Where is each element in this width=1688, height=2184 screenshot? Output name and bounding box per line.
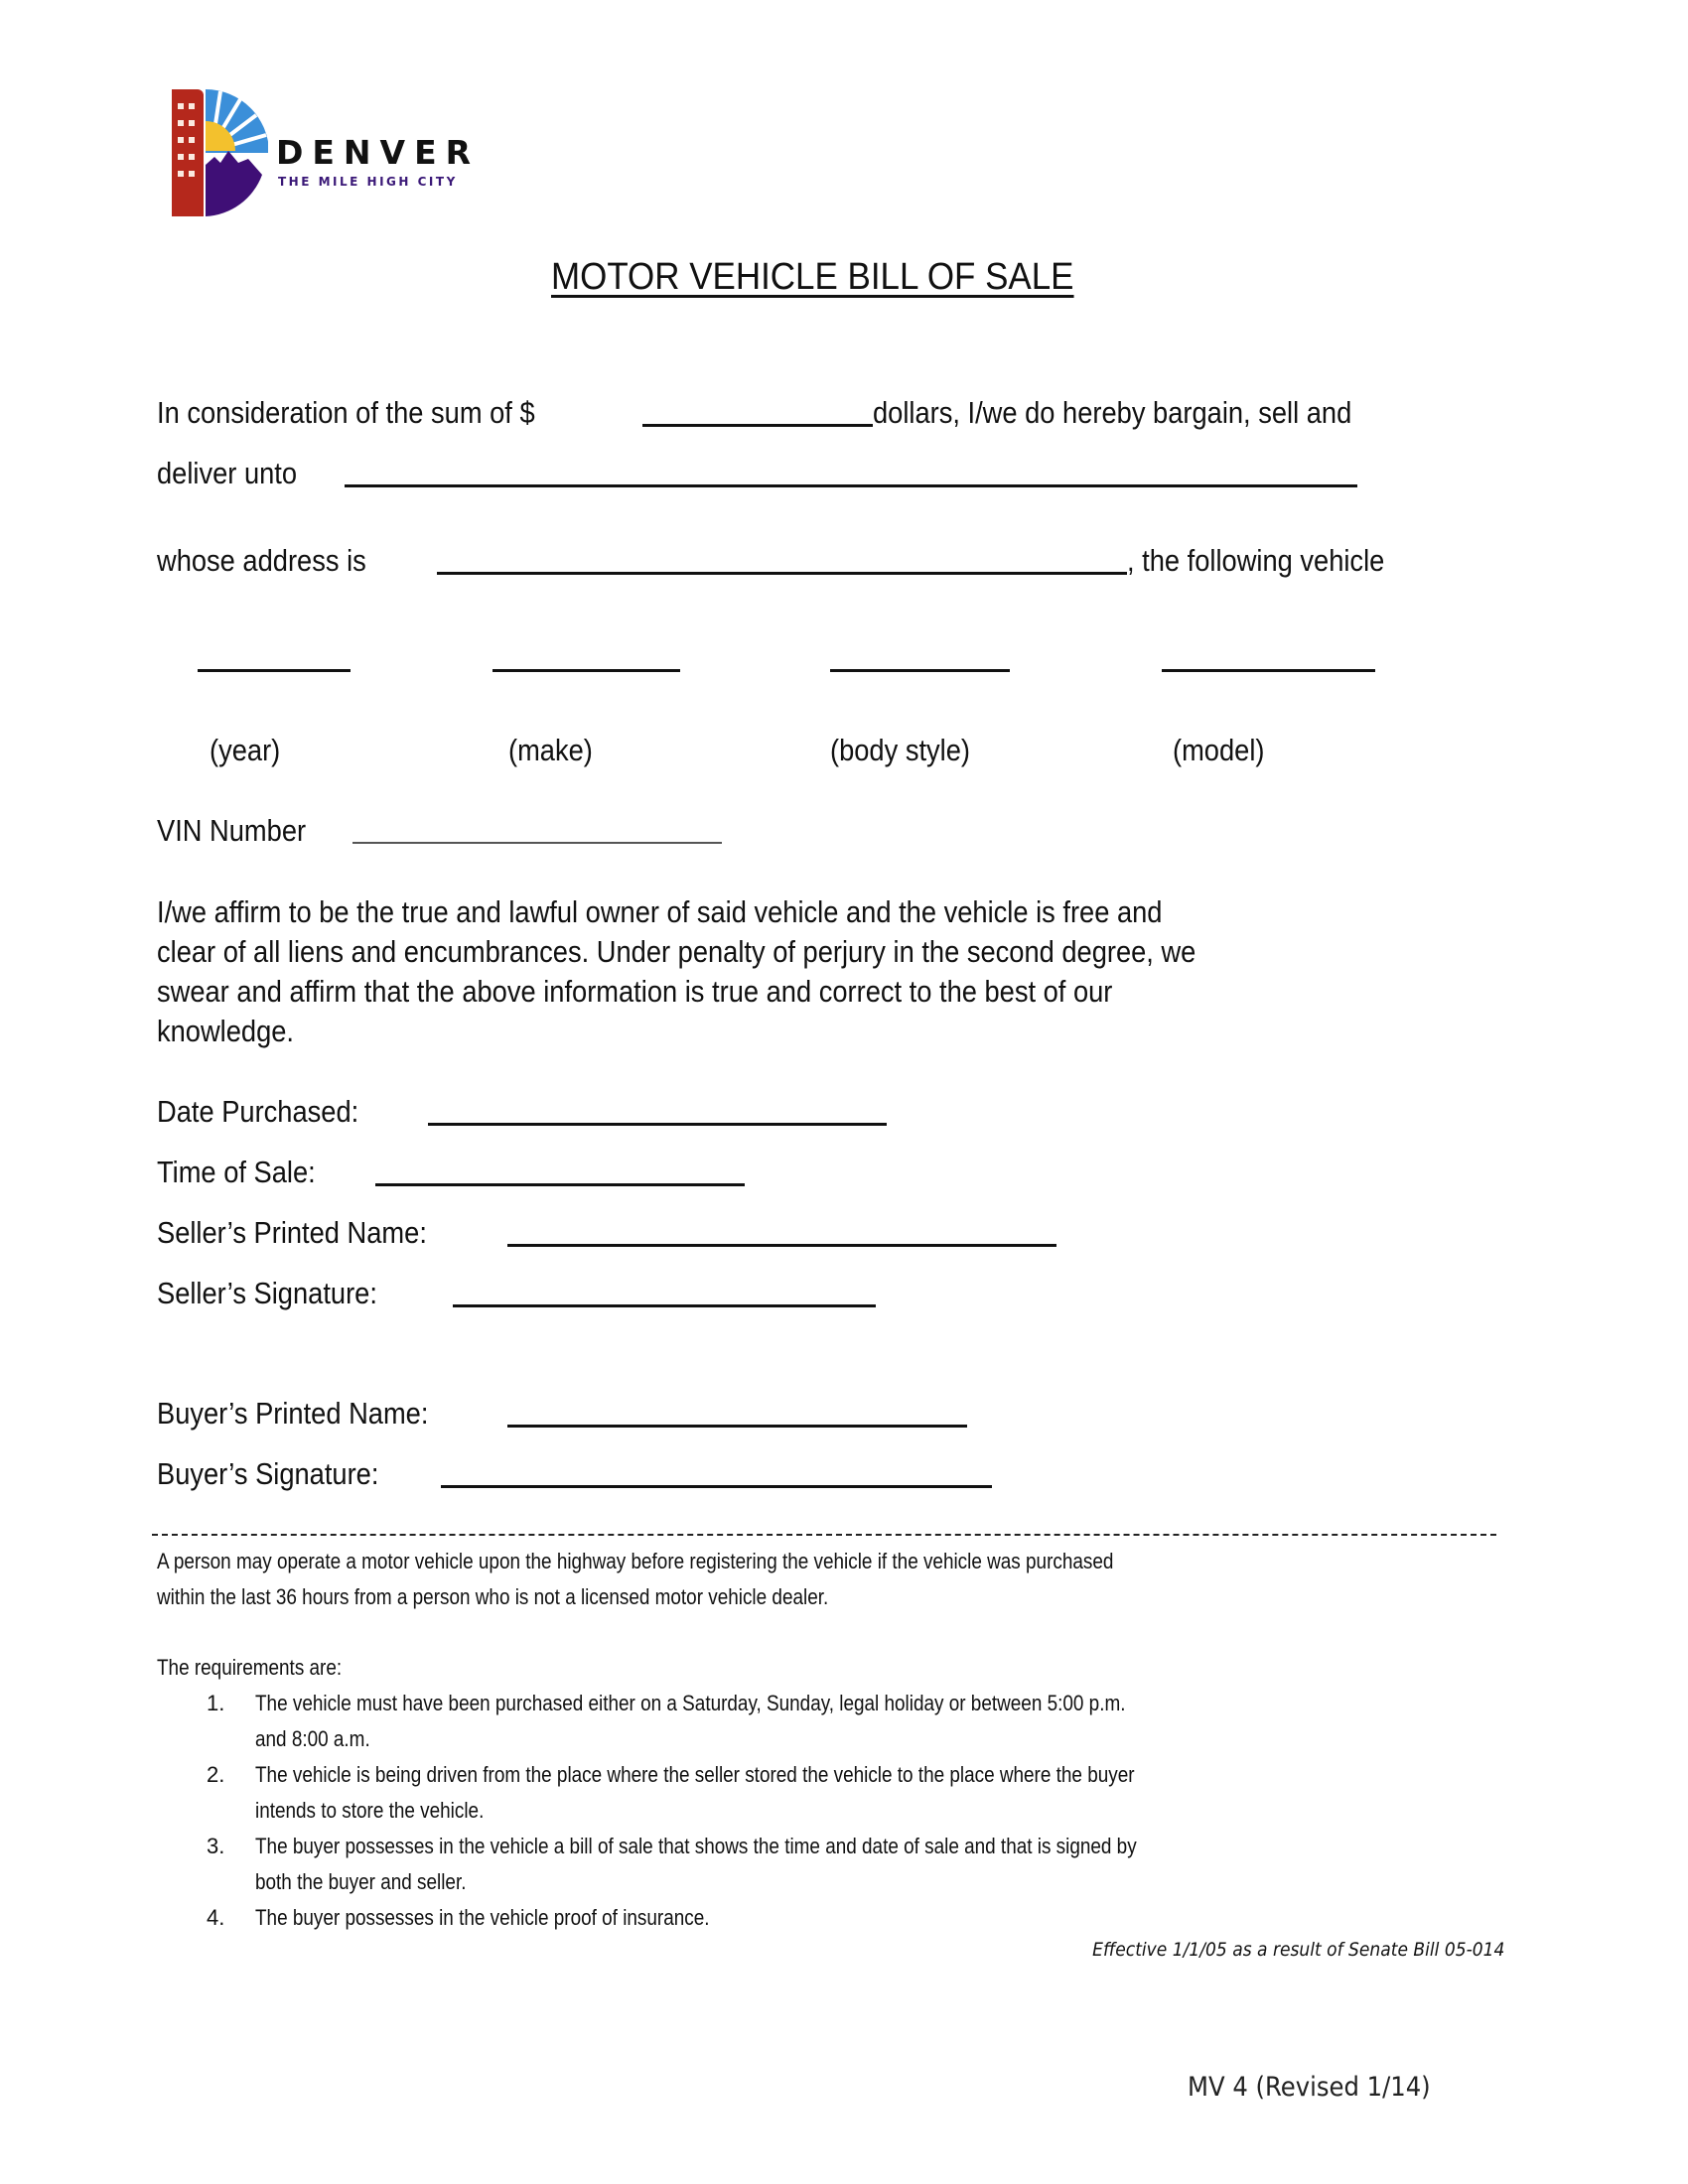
body-style-label: (body style) — [830, 733, 971, 767]
buyer-signature-label: Buyer’s Signature: — [157, 1456, 379, 1491]
buyer-printed-name-field[interactable] — [507, 1425, 967, 1428]
address-label: whose address is — [157, 543, 366, 578]
address-suffix: , the following vehicle — [1127, 543, 1385, 578]
year-label: (year) — [210, 733, 281, 767]
seller-printed-name-label: Seller’s Printed Name: — [157, 1215, 427, 1250]
effective-note: Effective 1/1/05 as a result of Senate Bill 05-014 — [1091, 1939, 1504, 1961]
model-label: (model) — [1173, 733, 1265, 767]
logo-tagline: THE MILE HIGH CITY — [278, 175, 458, 189]
requirement-2-line-2: intends to store the vehicle. — [255, 1798, 485, 1823]
form-number: MV 4 (Revised 1/14) — [1188, 2072, 1431, 2103]
seller-signature-field[interactable] — [453, 1304, 876, 1307]
requirements-heading: The requirements are: — [157, 1655, 343, 1680]
model-field[interactable] — [1162, 669, 1375, 672]
vin-field[interactable] — [352, 842, 722, 844]
sum-amount-field[interactable] — [642, 424, 873, 427]
requirement-4-number: 4. — [207, 1905, 225, 1930]
consideration-suffix: dollars, I/we do hereby bargain, sell and — [873, 395, 1352, 430]
notice-line-2: within the last 36 hours from a person who is not a licensed motor vehicle dealer. — [157, 1584, 829, 1609]
consideration-prefix: In consideration of the sum of $ — [157, 395, 535, 430]
date-purchased-field[interactable] — [428, 1123, 887, 1126]
buyer-signature-field[interactable] — [441, 1485, 992, 1488]
requirement-1-line-1: The vehicle must have been purchased either on a Saturday, Sunday, legal holiday or between 5:00 p.m. — [255, 1691, 1126, 1715]
cut-line-divider — [152, 1534, 1496, 1536]
body-style-field[interactable] — [830, 669, 1010, 672]
requirement-1-number: 1. — [207, 1691, 225, 1715]
make-label: (make) — [508, 733, 593, 767]
requirement-2-number: 2. — [207, 1762, 225, 1787]
year-field[interactable] — [198, 669, 351, 672]
logo-wordmark: DENVER — [276, 133, 481, 172]
requirement-2-line-1: The vehicle is being driven from the place where the seller stored the vehicle to the place where the buyer — [255, 1762, 1135, 1787]
vin-label: VIN Number — [157, 813, 307, 848]
make-field[interactable] — [492, 669, 680, 672]
requirement-3-line-1: The buyer possesses in the vehicle a bill of sale that shows the time and date of sale and that is signed by — [255, 1834, 1137, 1858]
time-of-sale-label: Time of Sale: — [157, 1155, 316, 1189]
buyer-name-field[interactable] — [345, 484, 1357, 487]
seller-signature-label: Seller’s Signature: — [157, 1276, 377, 1310]
denver-logo — [159, 77, 481, 221]
affirmation-line-4: knowledge. — [157, 1014, 295, 1048]
requirement-4-line-1: The buyer possesses in the vehicle proof of insurance. — [255, 1905, 710, 1930]
notice-line-1: A person may operate a motor vehicle upon the highway before registering the vehicle if the vehicle was purchased — [157, 1549, 1114, 1573]
buyer-printed-name-label: Buyer’s Printed Name: — [157, 1396, 429, 1431]
requirement-3-line-2: both the buyer and seller. — [255, 1869, 467, 1894]
affirmation-line-3: swear and affirm that the above information is true and correct to the best of our — [157, 974, 1113, 1009]
seller-printed-name-field[interactable] — [507, 1244, 1056, 1247]
denver-d-logo-icon — [159, 77, 268, 221]
requirement-1-line-2: and 8:00 a.m. — [255, 1726, 370, 1751]
buyer-address-field[interactable] — [437, 572, 1127, 575]
time-of-sale-field[interactable] — [375, 1183, 745, 1186]
requirement-3-number: 3. — [207, 1834, 225, 1858]
affirmation-line-1: I/we affirm to be the true and lawful owner of said vehicle and the vehicle is free and — [157, 894, 1163, 929]
page-title: MOTOR VEHICLE BILL OF SALE — [551, 256, 1074, 298]
date-purchased-label: Date Purchased: — [157, 1094, 359, 1129]
deliver-unto-label: deliver unto — [157, 456, 298, 490]
affirmation-line-2: clear of all liens and encumbrances. Under penalty of perjury in the second degree, we — [157, 934, 1196, 969]
